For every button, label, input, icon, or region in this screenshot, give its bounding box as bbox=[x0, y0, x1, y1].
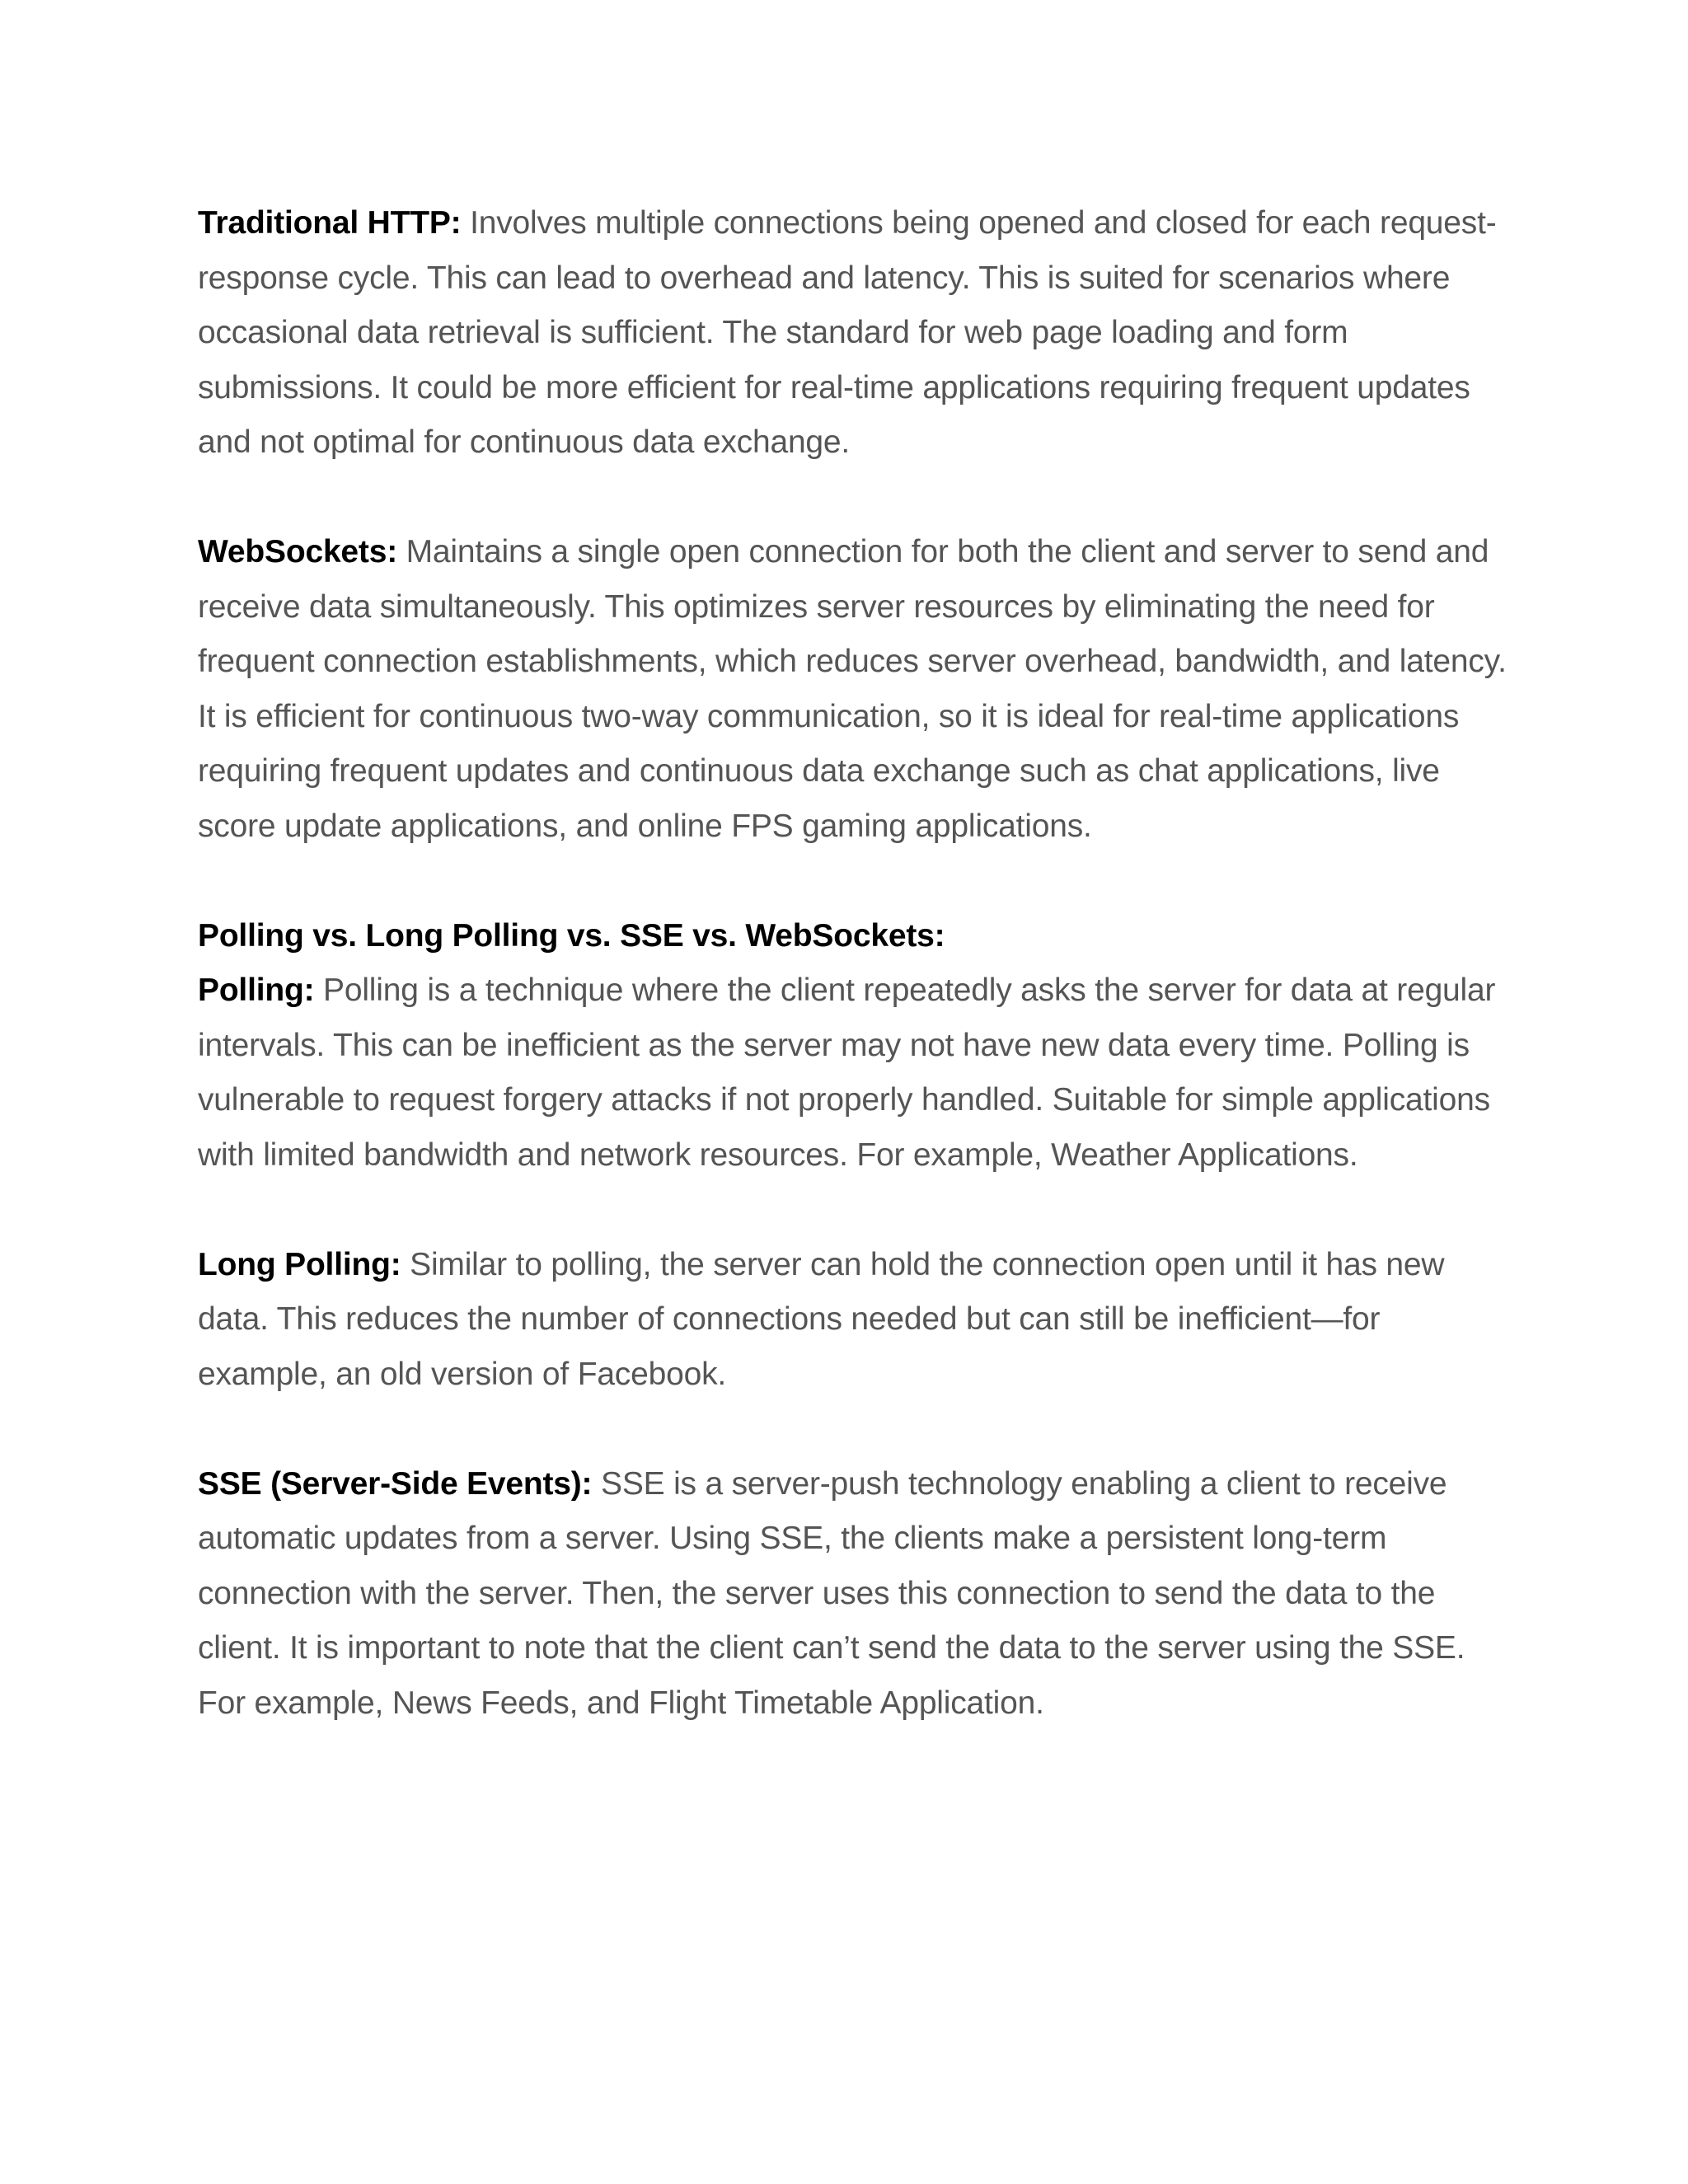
paragraph-gap bbox=[198, 1183, 1508, 1238]
paragraph-websockets bbox=[198, 525, 1508, 854]
body-traditional-http: Involves multiple connections being opened and closed for each request-response cycle. This can lead to overhead and latency. This is suited for scenarios where occasional data retrieval is sufficient. The standard for web page loading and form submissions. It could be more efficient for real-time applications requiring frequent updates and not optimal for continuous data exchange. bbox=[198, 205, 1497, 460]
paragraph-gap bbox=[198, 471, 1508, 526]
body-websockets: Maintains a single open connection for both the client and server to send and receive data simultaneously. This optimizes server resources by eliminating the need for frequent connection establishments, which reduces server overhead, bandwidth, and latency. It is efficient for continuous two-way communication, so it is ideal for real-time applications requiring frequent updates and continuous data exchange such as chat applications, live score update applications, and online FPS gaming applications. bbox=[198, 534, 1507, 844]
term-sse: SSE (Server-Side Events): bbox=[198, 1465, 593, 1502]
body-polling: Polling is a technique where the client repeatedly asks the server for data at regular intervals. This can be inefficient as the server may not have new data every time. Polling is vulnerable to request forgery attacks if not properly handled. Suitable for simple applications with limited bandwidth and network resources. For example, Weather Applications. bbox=[198, 972, 1496, 1173]
term-polling: Polling: bbox=[198, 972, 315, 1008]
term-long-polling: Long Polling: bbox=[198, 1246, 401, 1282]
document-content bbox=[198, 196, 1508, 1731]
paragraph-sse bbox=[198, 1457, 1508, 1732]
body-sse: SSE is a server-push technology enabling a client to receive automatic updates from a server. Using SSE, the clients make a persistent long-term connection with the server. Then, the server uses this connection to send the data to the client. It is important to note that the client can’t send the data to the server using the SSE. For example, News Feeds, and Flight Timetable Application. bbox=[198, 1465, 1465, 1721]
paragraph-polling bbox=[198, 963, 1508, 1183]
paragraph-long-polling bbox=[198, 1238, 1508, 1403]
body-long-polling: Similar to polling, the server can hold the connection open until it has new data. This reduces the number of connections needed but can still be inefficient—for example, an old version of Facebook. bbox=[198, 1246, 1445, 1392]
term-traditional-http: Traditional HTTP: bbox=[198, 205, 462, 241]
paragraph-gap bbox=[198, 854, 1508, 909]
comparison-heading: Polling vs. Long Polling vs. SSE vs. WebSockets: bbox=[198, 917, 945, 954]
paragraph-gap bbox=[198, 1402, 1508, 1457]
paragraph-traditional-http bbox=[198, 196, 1508, 471]
term-websockets: WebSockets: bbox=[198, 534, 397, 569]
